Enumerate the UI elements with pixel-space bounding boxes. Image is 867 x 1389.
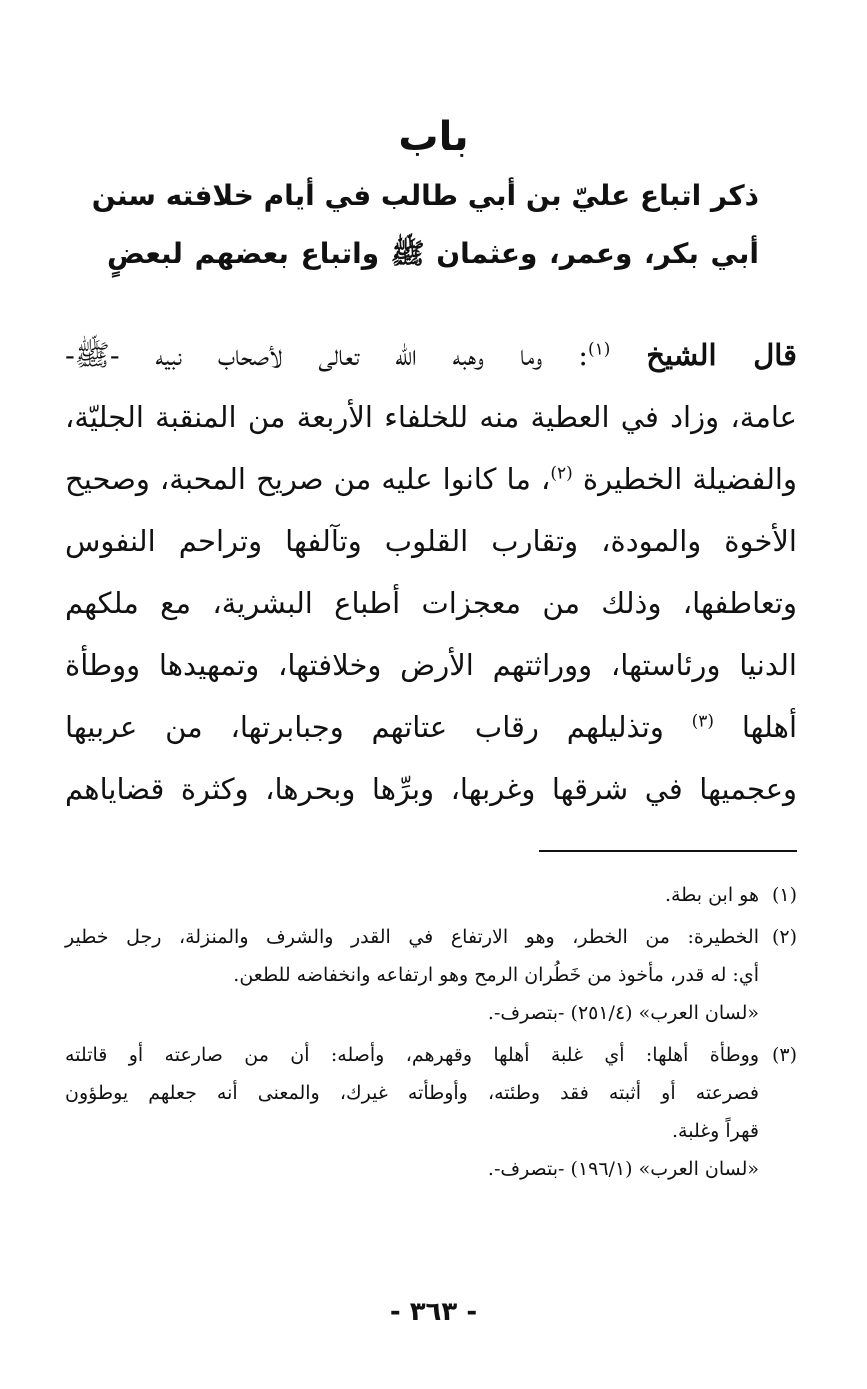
footnote-line: هو ابن بطة.	[664, 884, 759, 906]
body-line-7	[65, 696, 797, 758]
footnote-line: فصرعته أو أثبته فقد وطئته، وأوطأته غيرك، والمعنى أنه جعلهم يوطؤون	[65, 1082, 759, 1104]
body-line-8: وعجميها في شرقها وغربها، وبرِّها وبحرها، وكثرة قضاياهم	[65, 772, 797, 806]
body-line-2: عامة، وزاد في العطية منه للخلفاء الأربعة من المنقبة الجليّة،	[65, 400, 797, 434]
footnote-line: ووطأة أهلها: أي غلبة أهلها وقهرهم، وأصله: أن من صارعته أو قاتلته	[65, 1044, 759, 1066]
chapter-subtitle-line-2: أبي بكر، وعمر، وعثمان ﷺ واتباع بعضهم لبعضٍ	[107, 237, 759, 270]
footnotes	[65, 876, 797, 1192]
footnote-2	[65, 918, 797, 1032]
footnote-ref-2[interactable]: (٢)	[550, 463, 573, 484]
footnote-3	[65, 1036, 797, 1188]
chapter-subtitle-line-1: ذكر اتباع عليّ بن أبي طالب في أيام خلافته سنن	[91, 179, 759, 212]
footnote-number: (٢)	[771, 926, 797, 948]
footnote-line: قهراً وغلبة.	[671, 1120, 759, 1142]
chapter-title: باب	[398, 114, 469, 160]
body-line-7-text-a: أهلها	[741, 710, 797, 744]
body-line-5: وتعاطفها، وذلك من معجزات أطباع البشرية، مع ملكهم	[65, 586, 797, 620]
body-line-6: الدنيا ورئاستها، ووراثتهم الأرض وخلافتها، وتمهيدها ووطأة	[65, 648, 797, 682]
footnote-line: الخطيرة: من الخطر، وهو الارتفاع في القدر والشرف والمنزلة، رجل خطير	[65, 926, 759, 948]
body-line-4: الأخوة والمودة، وتقارب القلوب وتآلفها وتراحم النفوس	[65, 524, 797, 558]
footnote-1	[65, 876, 797, 914]
footnote-ref-3[interactable]: (٣)	[691, 711, 715, 732]
body-line-1	[65, 324, 797, 386]
main-text	[65, 324, 797, 820]
footnote-source: «لسان العرب» (٢٥١/٤) -بتصرف-.	[487, 1002, 759, 1024]
footnote-source: «لسان العرب» (١٩٦/١) -بتصرف-.	[487, 1158, 759, 1180]
body-line-3	[65, 448, 797, 510]
footnote-line: أي: له قدر، مأخوذ من خَطُران الرمح وهو ارتفاعه وانخفاضه للطعن.	[233, 964, 759, 986]
footnote-ref-1[interactable]: (١)	[587, 339, 611, 360]
footnote-separator	[539, 850, 797, 852]
page-number: - ٣٦٣ -	[389, 1297, 478, 1327]
footnote-number: (١)	[771, 884, 797, 906]
body-line-3-text-a: والفضيلة الخطيرة	[582, 462, 797, 496]
footnote-number: (٣)	[771, 1044, 797, 1066]
speaker-lead: قال الشيخ	[646, 338, 797, 372]
body-line-7-text-b: وتذليلهم رقاب عتاتهم وجبابرتها، من عربيها	[65, 710, 664, 744]
body-line-3-text-b: ، ما كانوا عليه من صريح المحبة، وصحيح	[65, 462, 551, 496]
body-line-1-text: : وما وهبه اللّه تعالى لأصحاب نبيه -ﷺ-	[65, 338, 588, 372]
